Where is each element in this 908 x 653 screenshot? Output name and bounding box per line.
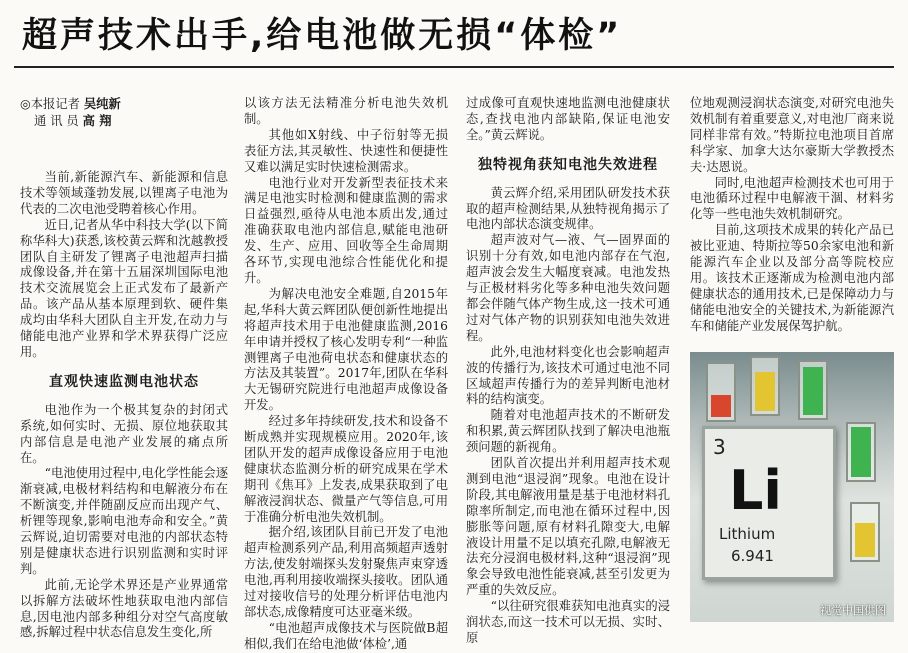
paragraph: 过成像可直观快速地监测电池健康状态,查找电池内部缺陷,保证电池安全。”黄云辉说。 xyxy=(466,96,670,142)
byline-reporter-name: 吴纯新 xyxy=(83,97,121,111)
atomic-mass: 6.941 xyxy=(731,547,774,565)
byline-correspondent-label: 通 讯 员 xyxy=(34,114,79,128)
paragraph: 近日,记者从华中科技大学(以下简称华科大)获悉,该校黄云辉和沈越教授团队自主研发了锂离子电池超声扫描成像设备,并在第十五届深圳国际电池技术交流展览会上正式发布了最新产品。该产品从基本原理到软、硬件集成均由华科大团队自主开发,在动力与储能电池产业界和学术界获得广泛应用。 xyxy=(20,217,228,359)
byline-reporter-label: ◎本报记者 xyxy=(20,97,80,111)
headline-rule xyxy=(14,66,894,68)
element-name: Lithium xyxy=(719,525,776,543)
paragraph: 其他如X射线、中子衍射等无损表征方法,其灵敏性、快速性和便捷性又难以满足实时快速检测需求。 xyxy=(244,127,448,174)
article-column-3 xyxy=(466,96,670,647)
paragraph: 以该方法无法精准分析电池失效机制。 xyxy=(244,96,448,126)
lithium-battery-photo xyxy=(690,352,894,622)
subheading: 直观快速监测电池状态 xyxy=(49,373,199,390)
paragraph: 团队首次提出并利用超声技术观测到电池“退浸润”现象。电池在设计阶段,其电解液用量是基于电池材料孔隙率所制定,而电池在循环过程中,因膨胀等问题,原有材料孔隙变大,电解液设计用量不足以填充孔隙,电解液无法充分浸润电极材料,这种“退浸润”现象会导致电池性能衰减,甚至引发更为严重的失效反应。 xyxy=(466,456,670,598)
paragraph: 黄云辉介绍,采用团队研发技术获取的超声检测结果,从独特视角揭示了电池内部状态演变规律。 xyxy=(466,185,670,232)
article-column-2 xyxy=(244,96,448,653)
paragraph: “电池超声成像技术与医院做B超相似,我们在给电池做‘体检’,通 xyxy=(244,620,448,651)
paragraph: 电池作为一个极其复杂的封闭式系统,如何实时、无损、原位地获取其内部信息是电池产业发展的痛点所在。 xyxy=(20,402,228,465)
battery-icon xyxy=(798,360,828,420)
byline-correspondent-name: 高 翔 xyxy=(82,114,112,128)
photo-credit: 视觉中国供图 xyxy=(820,604,886,617)
paragraph: 当前,新能源汽车、新能源和信息技术等领域蓬勃发展,以锂离子电池为代表的二次电池受聘着核心作用。 xyxy=(20,170,228,216)
paragraph: 位地观测浸润状态演变,对研究电池失效机制有着重要意义,对电池厂商来说同样非常有效。”特斯拉电池项目首席科学家、加拿大达尔豪斯大学教授杰夫·达恩说。 xyxy=(690,96,894,174)
paragraph: 为解决电池安全难题,自2015年起,华科大黄云辉团队便创新性地提出将超声技术用于电池健康监测,2016年申请并授权了核心发明专利“一种监测锂离子电池荷电状态和健康状态的方法及其装置”。2017年,团队在华科大无锡研究院进行电池超声成像设备开发。 xyxy=(244,286,448,413)
paragraph: 经过多年持续研发,技术和设备不断成熟并实现规模应用。2020年,该团队开发的超声成像设备应用于电池健康状态监测分析的研究成果在学术期刊《焦耳》上发表,成果获取到了电解液浸润状态、微量产气等信息,可用于准确分析电池失效机制。 xyxy=(244,414,448,524)
byline-reporter xyxy=(20,96,228,130)
subheading: 独特视角获知电池失效进程 xyxy=(478,156,658,173)
paragraph: 据介绍,该团队目前已开发了电池超声检测系列产品,利用高频超声透射方法,使发射端探头发射聚焦声束穿透电池,再利用接收端探头接收。团队通过对接收信号的处理分析评估电池内部状态,成像精度可达亚毫米级。 xyxy=(244,525,448,619)
battery-icon xyxy=(750,356,780,416)
atomic-number: 3 xyxy=(713,435,726,459)
paragraph: 同时,电池超声检测技术也可用于电池循环过程中电解液干涸、材料劣化等一些电池失效机制研究。 xyxy=(690,175,894,222)
paragraph: “以往研究很难获知电池真实的浸润状态,而这一技术可以无损、实时、原 xyxy=(466,599,670,645)
paragraph: “电池使用过程中,电化学性能会逐渐衰减,电极材料结构和电解液分布在不断演变,并伴随副反应而出现产气、析锂等现象,影响电池寿命和安全。”黄云辉说,迫切需要对电池的内部状态特别是健康状态进行识别监测和实时评判。 xyxy=(20,466,228,576)
paragraph: 超声波对气—液、气—固界面的识别十分有效,如电池内部存在气泡,超声波会发生大幅度衰减。电池发热与正极材料劣化等多种电池失效问题都会伴随气体产物生成,这一技术可通过对气体产物的识别获知电池失效进程。 xyxy=(466,233,670,343)
paragraph: 此前,无论学术界还是产业界通常以拆解方法破坏性地获取电池内部信息,因电池内部多种组分对空气高度敏感,拆解过程中状态信息发生变化,所 xyxy=(20,577,228,640)
periodic-element-tile xyxy=(702,426,836,580)
element-symbol: Li xyxy=(729,459,782,522)
battery-icon xyxy=(846,422,876,482)
article-column-1 xyxy=(20,96,228,641)
article-column-4 xyxy=(690,96,894,335)
paragraph: 目前,这项技术成果的转化产品已被比亚迪、特斯拉等50余家电池和新能源汽车企业以及部分高等院校应用。该技术正逐渐成为检测电池内部健康状态的通用技术,已是保障动力与储能电池安全的关键技术,为新能源汽车和储能产业发展保驾护航。 xyxy=(690,223,894,333)
headline: 超声技术出手,给电池做无损“体检” xyxy=(22,16,623,56)
battery-icon xyxy=(850,502,880,562)
paragraph: 随着对电池超声技术的不断研发和积累,黄云辉团队找到了解决电池瓶颈问题的新视角。 xyxy=(466,408,670,455)
paragraph: 电池行业对开发新型表征技术来满足电池实时检测和健康监测的需求日益强烈,亟待从电池本质出发,通过准确获取电池内部信息,赋能电池研发、生产、应用、回收等全生命周期各环节,实现电池综合性能优化和提升。 xyxy=(244,175,448,285)
battery-icon xyxy=(706,362,736,422)
paragraph: 此外,电池材料变化也会影响超声波的传播行为,该技术可通过电池不同区域超声传播行为的差异判断电池材料的结构演变。 xyxy=(466,344,670,407)
